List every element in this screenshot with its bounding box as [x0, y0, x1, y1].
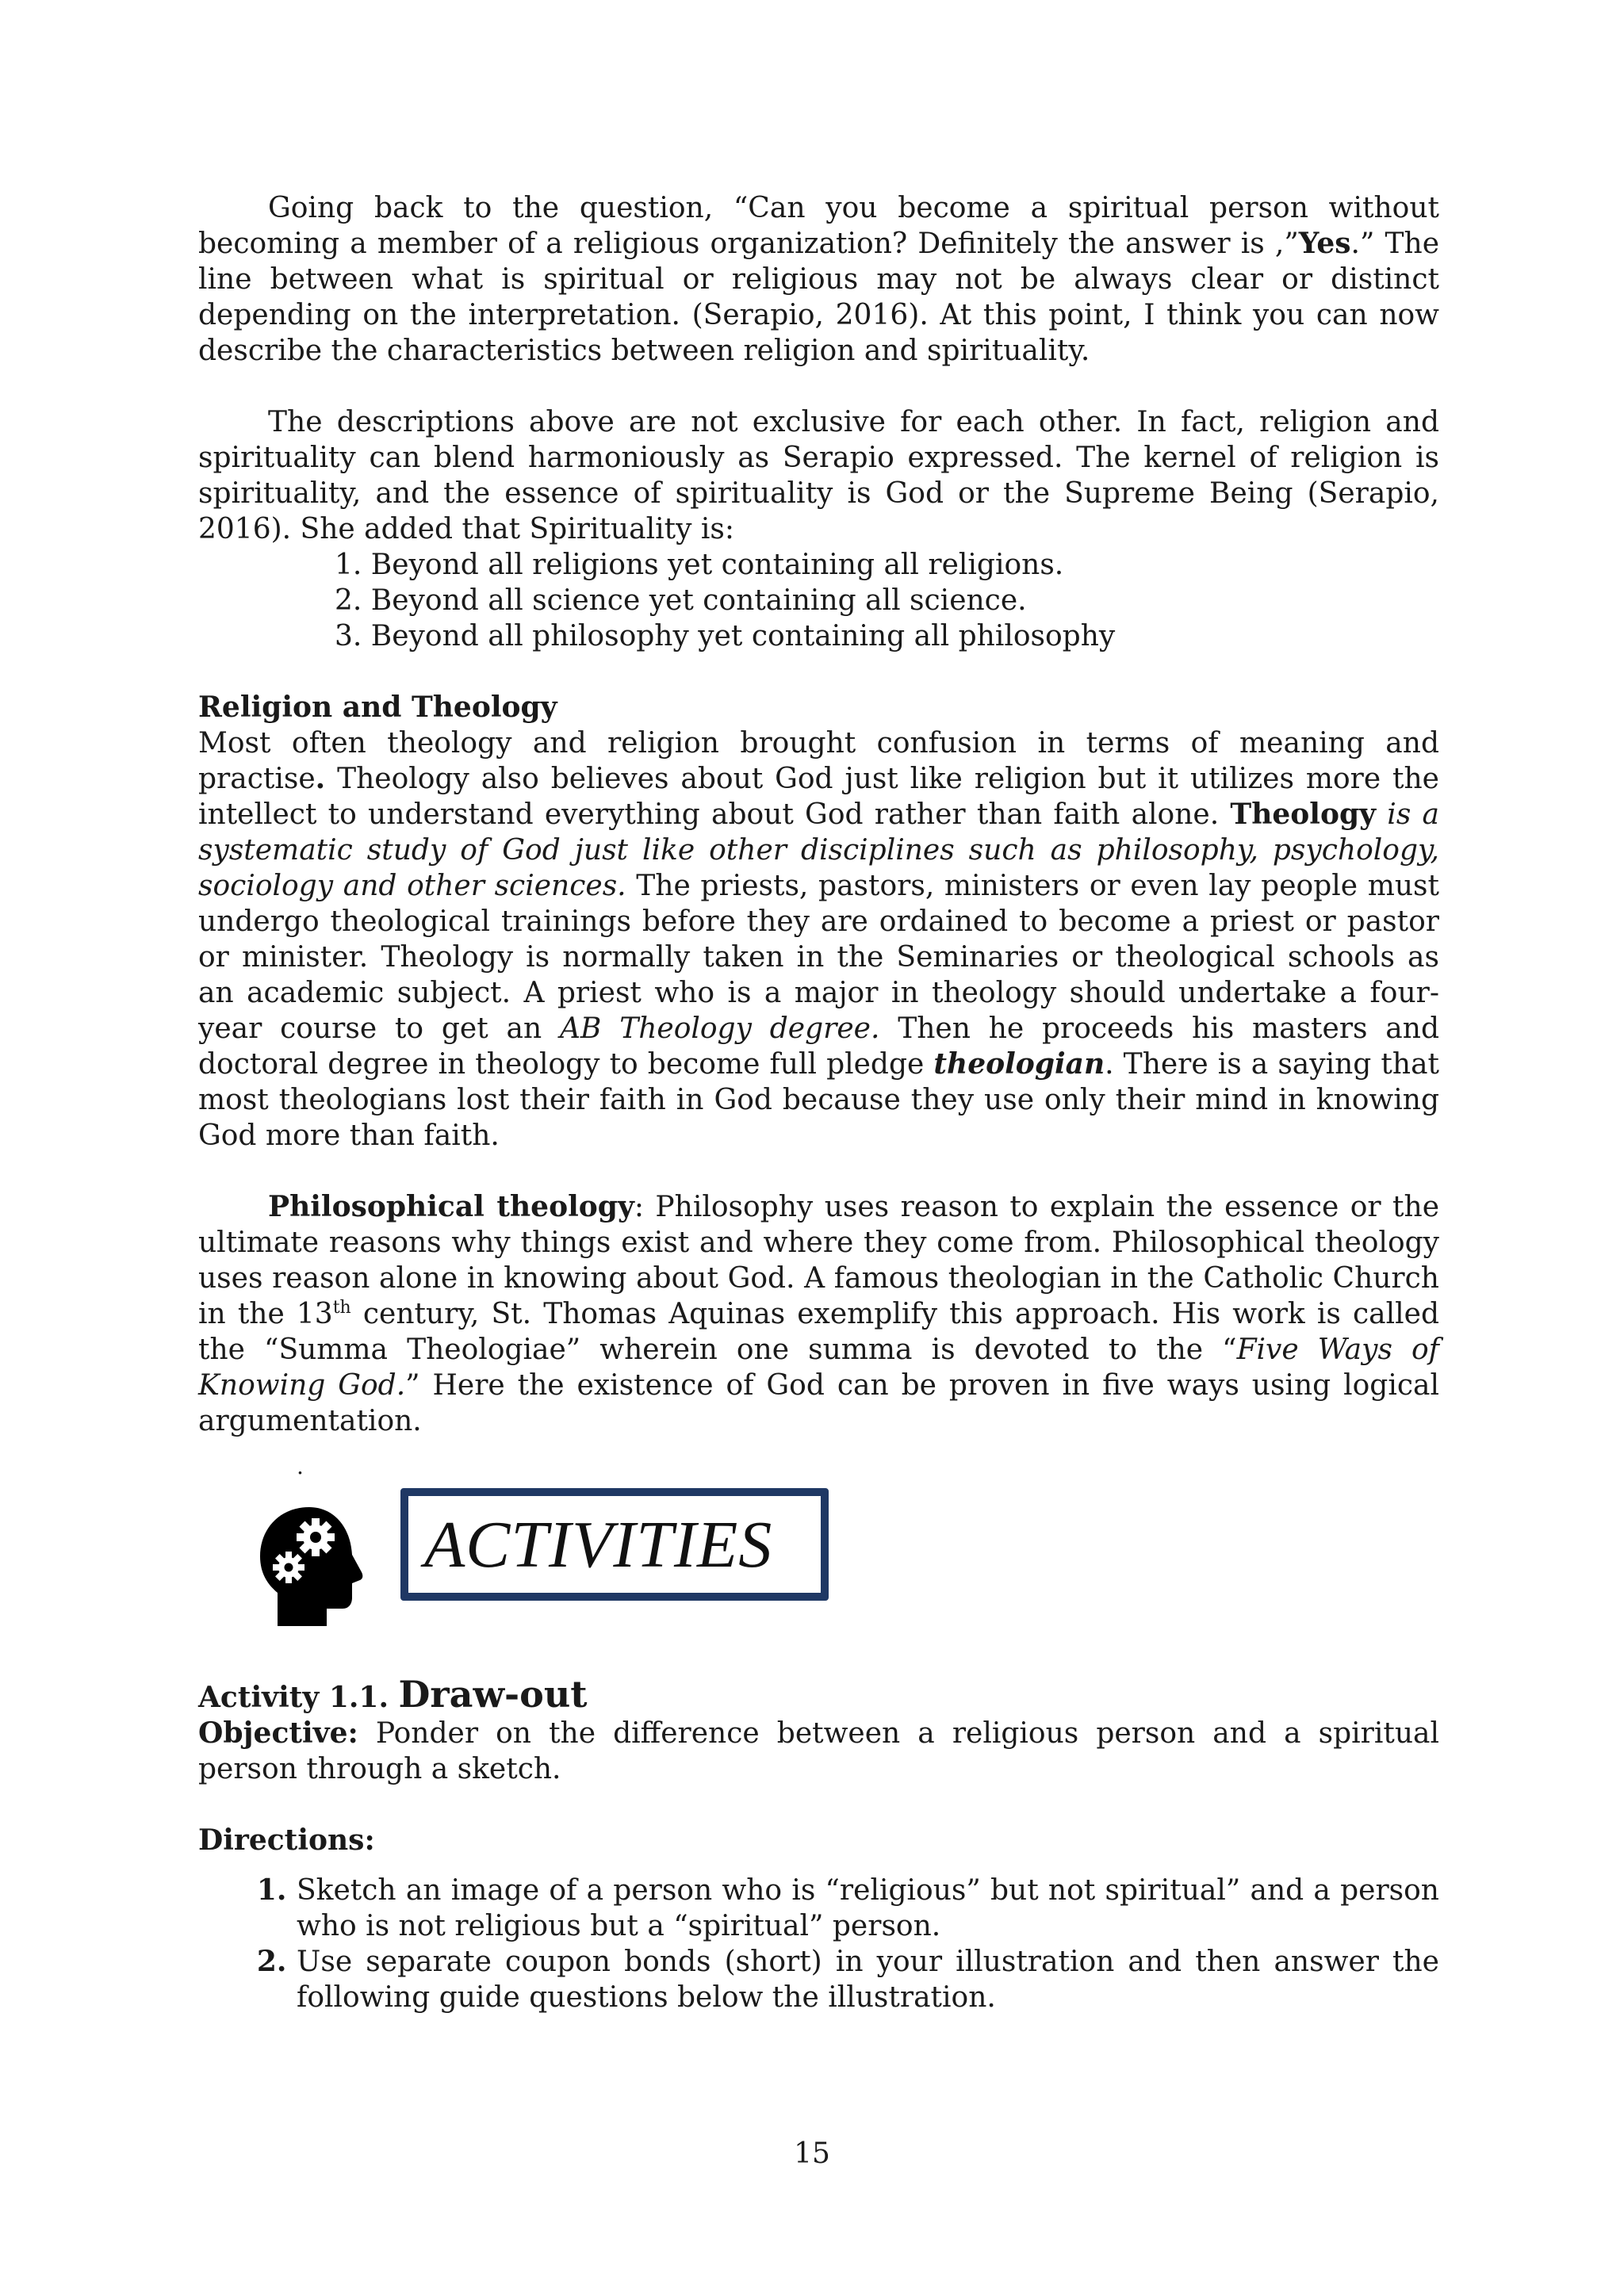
superscript: th [332, 1298, 351, 1318]
text-run: Most often theology and religion brought confusion in terms of meaning and practise [198, 727, 1439, 795]
text-run: ” Here the existence of God can be proven in five ways using logical argumentation. [198, 1369, 1439, 1437]
text-run: Theology also believes about God just like religion but it utilizes more the intellect to understand everything about God rather than faith alone. [198, 763, 1439, 831]
activity-number: Activity 1.1. [198, 1681, 399, 1714]
text-run: The priests, pastors, ministers or even lay people must undergo theological trainings before they are ordained to become a priest or pastor or minister. Theology is normally taken in the Seminaries or theological schools as an academic subject. A priest who is a major in theology should undertake a four-year course to get an [198, 870, 1439, 1045]
text-run: Then he proceeds his masters and doctoral degree in theology to become full pledge [198, 1012, 1440, 1081]
spacer [198, 369, 1439, 404]
document-page [198, 190, 1439, 2015]
activity-name: Draw-out [398, 1673, 588, 1716]
term-philosophical-theology: Philosophical theology [268, 1190, 634, 1223]
text-run: . [315, 762, 326, 795]
activity-objective [198, 1716, 1439, 1787]
list-item: 1. Sketch an image of a person who is “religious” but not spiritual” and a person who is not religious but a “spiritual” person. [297, 1873, 1439, 1944]
directions-heading: Directions: [198, 1823, 375, 1857]
activities-title-box [400, 1488, 829, 1601]
text-run: Going back to the question, “Can you become a spiritual person without becoming a member of a religious organization? Definitely the answer is ,” [198, 192, 1439, 260]
objective-text: Ponder on the difference between a religious person and a spiritual person through a sketch. [198, 1717, 1439, 1785]
title-five-ways: Five Ways of Knowing God. [198, 1334, 1439, 1402]
paragraph-religion-spirituality: The descriptions above are not exclusive for each other. In fact, religion and spirituality can blend harmoniously as Serapio expressed. The kernel of religion is spirituality, and the essence of spirituality is God or the Supreme Being (Serapio, 2016). She added that Spirituality is: [198, 406, 1439, 545]
text-run: : Philosophy uses reason to explain the essence or the ultimate reasons why things exist and where they come from. Philosophical theology uses reason alone in knowing about God. A famous theologian in the Catholic Church in the 13 [198, 1191, 1440, 1330]
text-run: .” The line between what is spiritual or religious may not be always clear or distinct depending on the interpretation. (Serapio, 2016). At this point, I think you can now describe the characteristics between religion and spirituality. [198, 228, 1440, 367]
spacer [198, 1787, 1439, 1823]
list-item: 3. Beyond all philosophy yet containing all philosophy [335, 620, 1116, 652]
section-heading-religion-theology: Religion and Theology [198, 691, 557, 724]
emphasis-yes: Yes [1298, 227, 1351, 260]
stray-dot: . [297, 1453, 304, 1479]
text-run: century, St. Thomas Aquinas exemplify this approach. His work is called the “Summa Theologiae” wherein one summa is devoted to the “ [198, 1298, 1439, 1366]
paragraph-spiritual-question [198, 190, 1439, 369]
list-item: 2. Use separate coupon bonds (short) in your illustration and then answer the following guide questions below the illustration. [297, 1944, 1439, 2015]
spirituality-list [198, 547, 1439, 654]
activities-banner [198, 1439, 1439, 1677]
spacer [198, 654, 1439, 690]
text-run: . There is a saying that most theologians lost their faith in God because they use only their mind in knowing God more than faith. [198, 1048, 1440, 1152]
term-ab-degree: AB Theology degree. [559, 1012, 880, 1045]
spacer [198, 1154, 1439, 1189]
list-item: 1. Beyond all religions yet containing all religions. [335, 549, 1064, 581]
term-theology: Theology [1230, 798, 1377, 831]
activities-title: ACTIVITIES [424, 1507, 773, 1582]
activity-heading [198, 1673, 1439, 1716]
spacer [198, 1858, 1439, 1873]
directions-list [198, 1873, 1439, 2015]
objective-label: Objective: [198, 1716, 358, 1750]
paragraph-philosophical-theology [198, 1189, 1439, 1439]
page-number: 15 [794, 2137, 830, 2170]
paragraph-religion-theology [198, 725, 1439, 1154]
definition-theology: is a systematic study of God just like other disciplines such as philosophy, psychology, sociology and other sciences. [198, 798, 1439, 902]
list-item: 2. Beyond all science yet containing all science. [335, 584, 1027, 617]
term-theologian: theologian [933, 1047, 1105, 1081]
head-gears-icon [254, 1502, 365, 1629]
